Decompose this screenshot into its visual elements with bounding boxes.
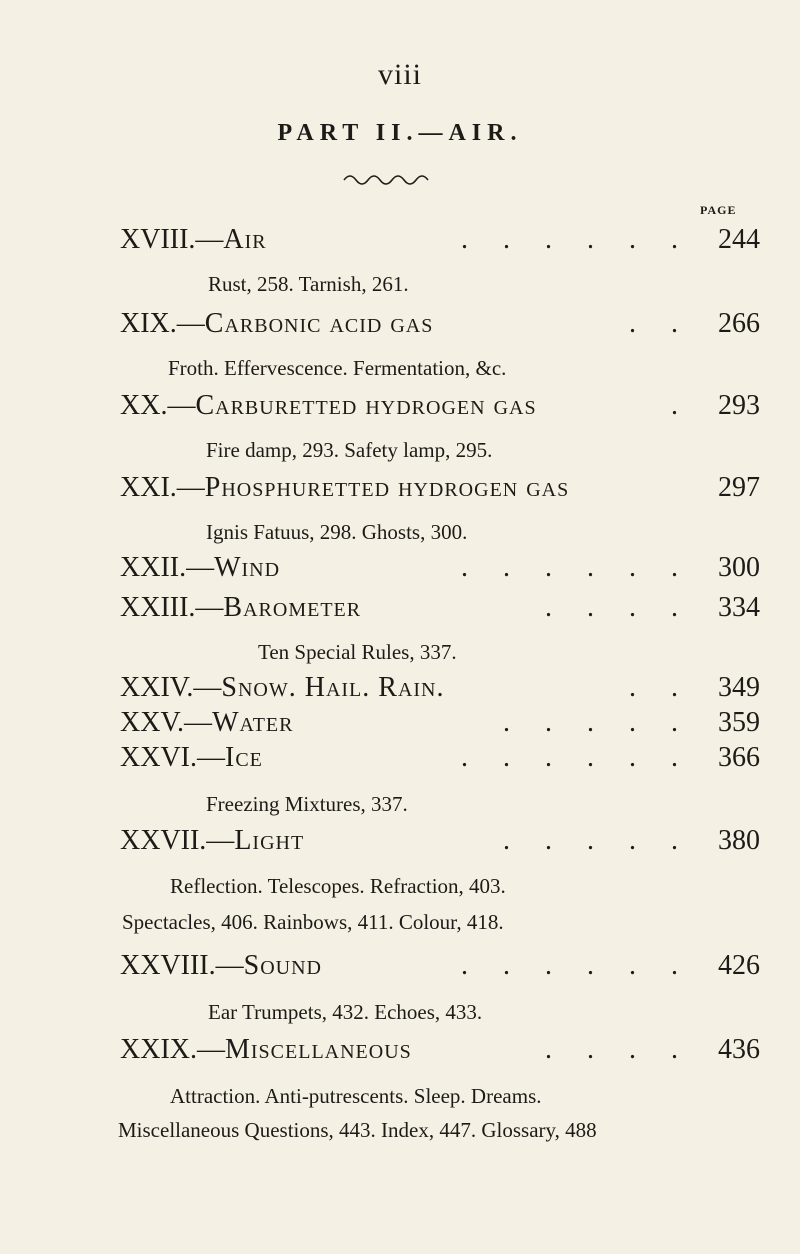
chapter-entry (120, 825, 760, 865)
chapter-page: 334 (718, 592, 760, 623)
chapter-number: XVIII.— (120, 224, 224, 255)
chapter-title: Light (234, 825, 305, 856)
topic-line: Ten Special Rules, 337. (258, 640, 457, 664)
topic-line: Froth. Effervescence. Fermentation, &c. (168, 356, 507, 380)
chapter-entry (120, 707, 760, 747)
topic-line: Spectacles, 406. Rainbows, 411. Colour, 418. (122, 910, 504, 934)
topic-line: Reflection. Telescopes. Refraction, 403. (170, 874, 506, 898)
leader-dots: . . . . . (503, 825, 692, 856)
page-number: viii (377, 58, 422, 91)
leader-dots: . . . . . . (461, 950, 692, 981)
chapter-number: XXV.— (120, 707, 213, 738)
chapter-title: Phosphuretted hydrogen gas (204, 472, 570, 503)
chapter-entry (120, 742, 760, 782)
chapter-entry (120, 224, 760, 264)
chapter-number: XXIII.— (120, 592, 224, 623)
chapter-title: Water (212, 707, 294, 738)
chapter-title: Snow. Hail. Rain. (221, 672, 445, 703)
chapter-number: XIX.— (120, 308, 205, 339)
chapter-number: XXVII.— (120, 825, 235, 856)
chapter-page: 266 (718, 308, 760, 339)
part-title: PART II.—AIR. (277, 120, 523, 146)
chapter-page: 366 (718, 742, 760, 773)
chapter-number: XXII.— (120, 552, 215, 583)
chapter-title: Ice (225, 742, 263, 773)
chapter-number: XXIX.— (120, 1034, 225, 1065)
chapter-title: Barometer (223, 592, 362, 623)
chapter-page: 293 (718, 390, 760, 421)
leader-dots: . . . . (545, 1034, 692, 1065)
chapter-page: 380 (718, 825, 760, 856)
chapter-entry (120, 308, 760, 348)
chapter-number: XXIV.— (120, 672, 222, 703)
chapter-page: 244 (718, 224, 760, 255)
chapter-page: 300 (718, 552, 760, 583)
page-column-label: PAGE (700, 203, 737, 217)
topic-line: Ignis Fatuus, 298. Ghosts, 300. (206, 520, 468, 544)
chapter-entry (120, 592, 760, 632)
leader-dots: . . . . . . (461, 552, 692, 583)
chapter-page: 436 (718, 1034, 760, 1065)
leader-dots: . . . . . . (461, 742, 692, 773)
leader-dots: . . . . . . (461, 224, 692, 255)
chapter-page: 349 (718, 672, 760, 703)
chapter-title: Carburetted hydrogen gas (195, 390, 537, 421)
chapter-entry (120, 950, 760, 990)
chapter-entry (120, 672, 760, 712)
chapter-title: Wind (214, 552, 281, 583)
chapter-entry (120, 472, 760, 512)
chapter-entry (120, 552, 760, 592)
leader-dots: . (671, 390, 692, 421)
topic-line: Fire damp, 293. Safety lamp, 295. (206, 438, 493, 462)
chapter-number: XXI.— (120, 472, 205, 503)
topic-line: Freezing Mixtures, 337. (206, 792, 408, 816)
leader-dots: . . . . . (503, 707, 692, 738)
chapter-title: Air (223, 224, 267, 255)
chapter-title: Sound (243, 950, 322, 981)
leader-dots: . . (629, 308, 692, 339)
chapter-title: Miscellaneous (225, 1034, 412, 1065)
topic-line: Ear Trumpets, 432. Echoes, 433. (208, 1000, 483, 1024)
topic-line: Attraction. Anti-putrescents. Sleep. Dreams. (170, 1084, 542, 1108)
leader-dots: . . . . (545, 592, 692, 623)
chapter-page: 297 (718, 472, 760, 503)
leader-dots: . . (629, 672, 692, 703)
chapter-number: XXVIII.— (120, 950, 244, 981)
topic-line: Miscellaneous Questions, 443. Index, 447. Glossary, 488 (118, 1118, 597, 1142)
chapter-entry (120, 1034, 760, 1074)
chapter-title: Carbonic acid gas (204, 308, 434, 339)
chapter-entry (120, 390, 760, 430)
chapter-number: XXVI.— (120, 742, 225, 773)
chapter-page: 359 (718, 707, 760, 738)
topic-line: Rust, 258. Tarnish, 261. (208, 272, 409, 296)
chapter-number: XX.— (120, 390, 196, 421)
chapter-page: 426 (718, 950, 760, 981)
